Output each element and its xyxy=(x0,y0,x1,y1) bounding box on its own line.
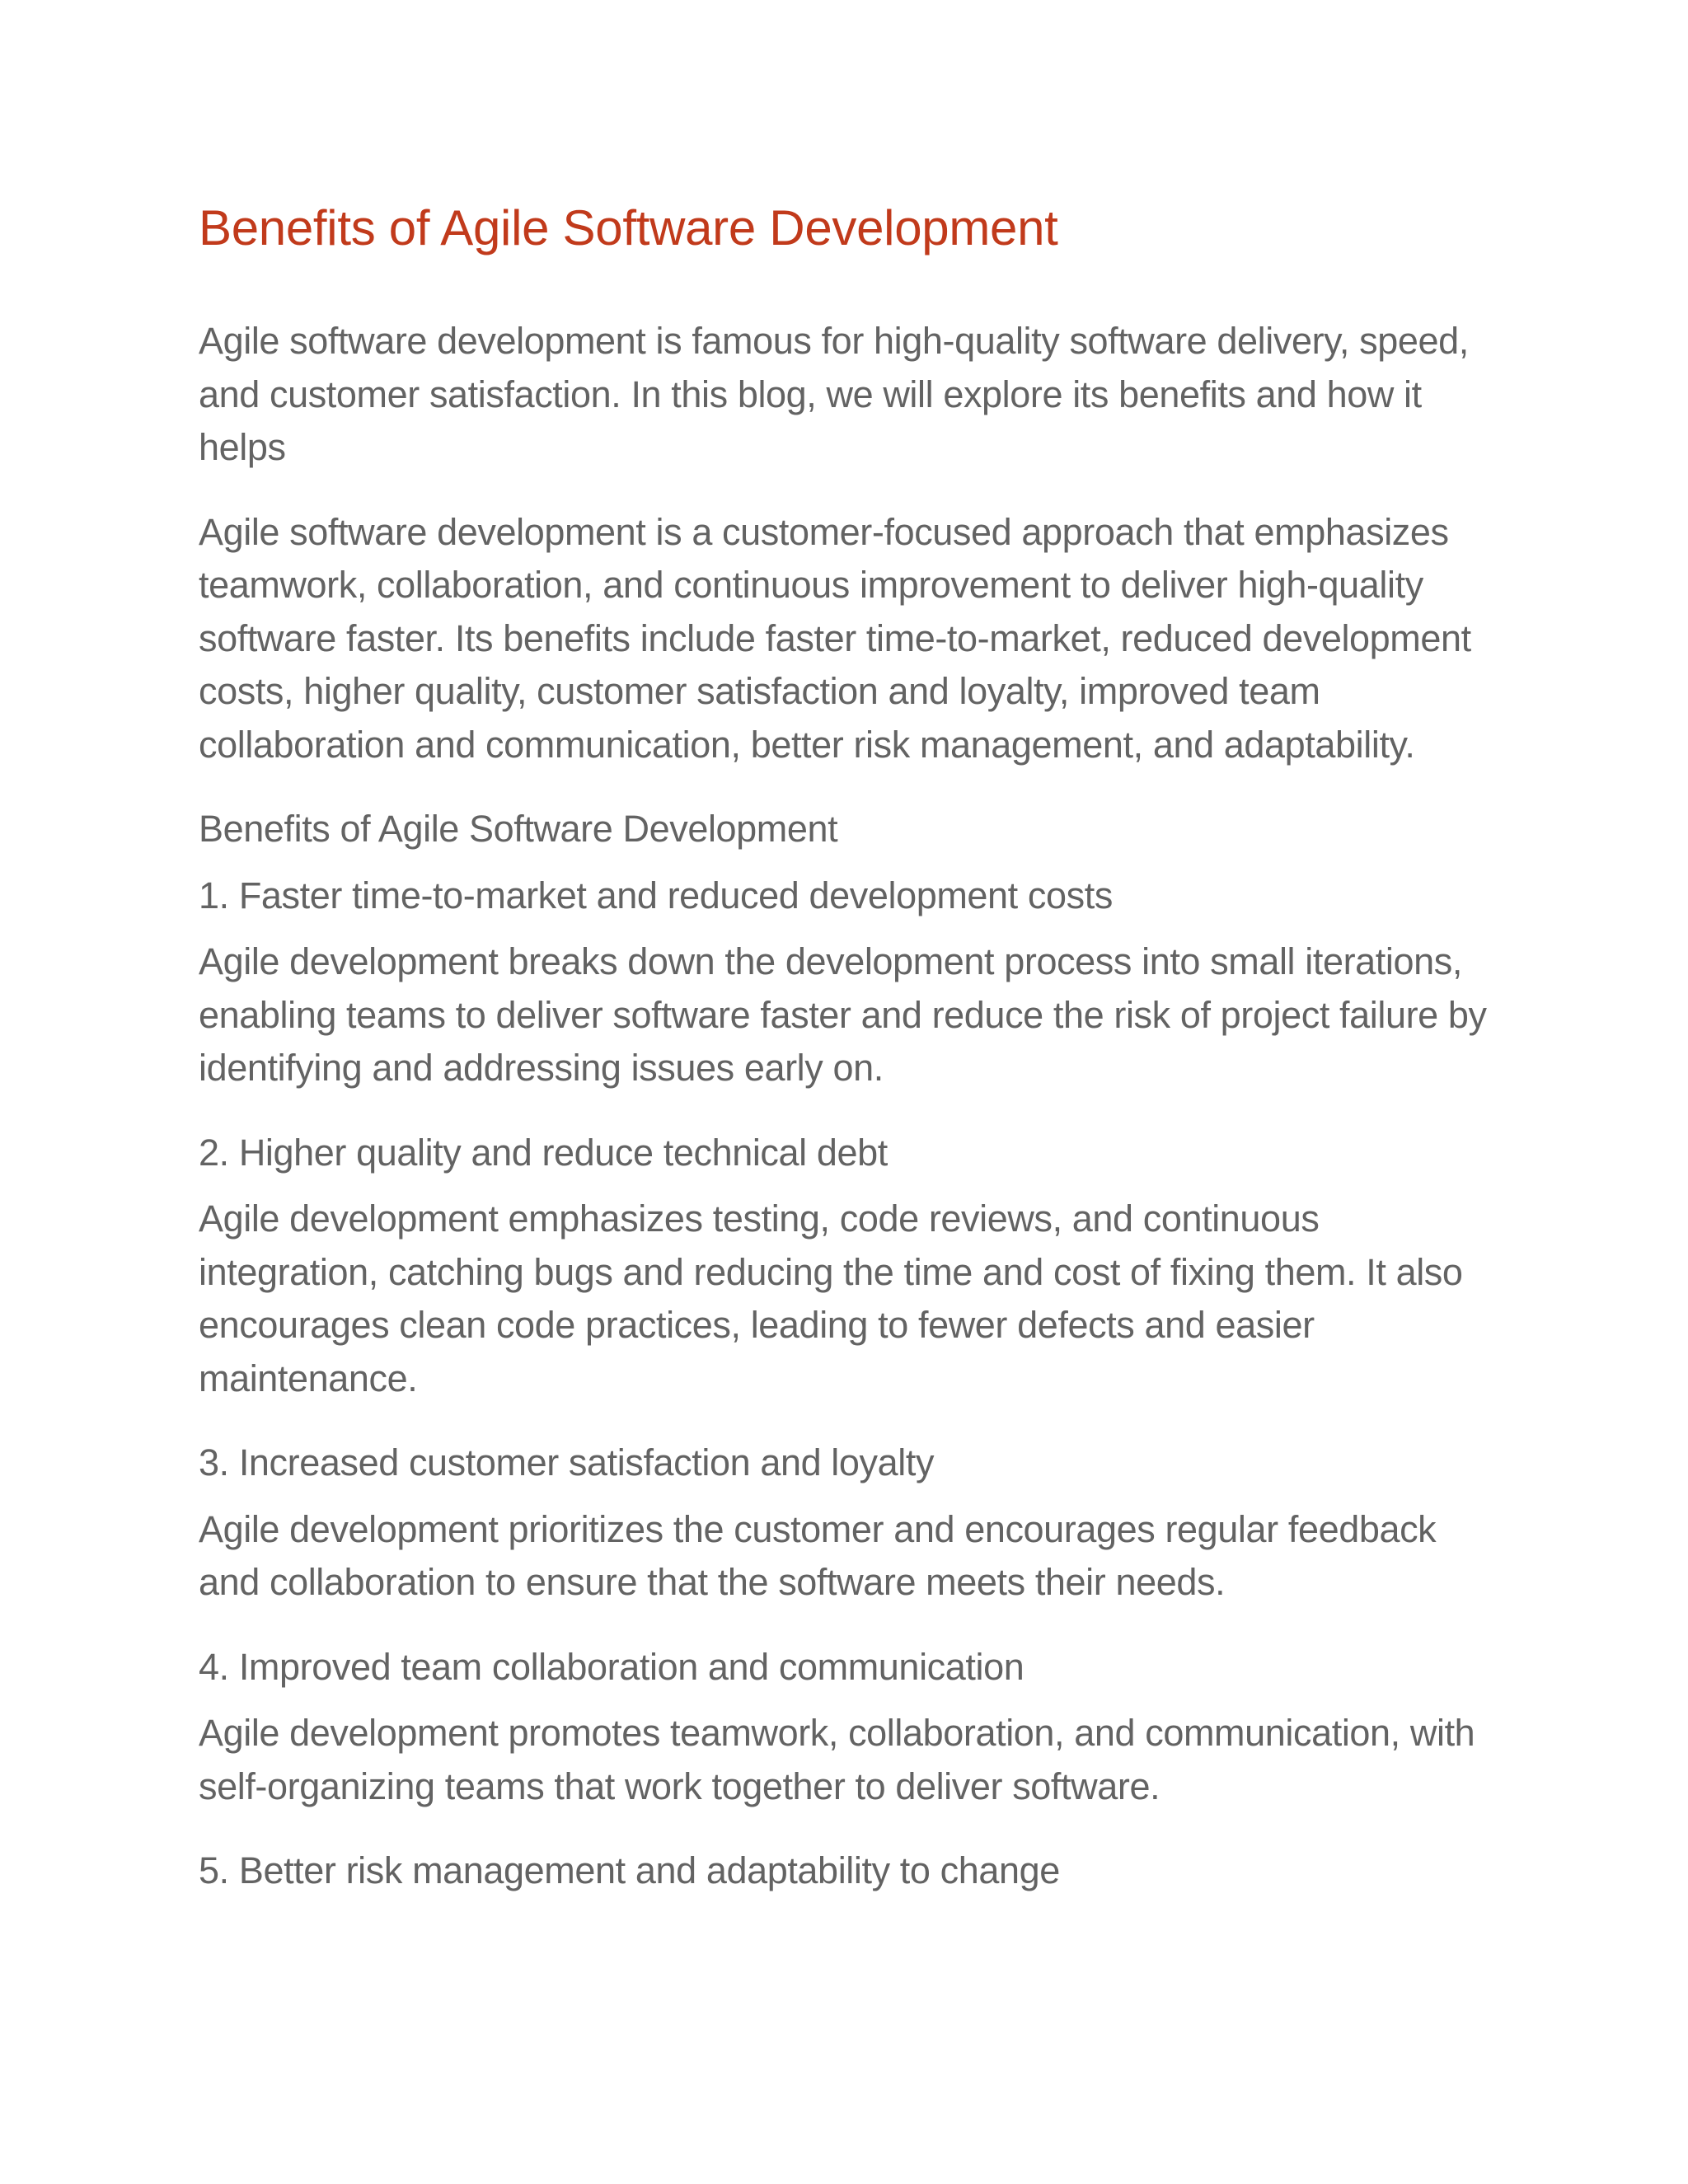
article-content xyxy=(199,195,1501,1898)
intro-paragraph: Agile software development is famous for high-quality software delivery, speed, and customer satisfaction. In this blog, we will explore its benefits and how it helps xyxy=(199,320,1469,468)
benefit-body-4: Agile development promotes teamwork, collaboration, and communication, with self-organizing teams that work together to deliver software. xyxy=(199,1712,1475,1807)
benefit-body-3: Agile development prioritizes the customer and encourages regular feedback and collaboration to ensure that the software meets their needs. xyxy=(199,1507,1437,1603)
benefit-heading-2: 2. Higher quality and reduce technical debt xyxy=(199,1131,888,1174)
benefit-body-2: Agile development emphasizes testing, code reviews, and continuous integration, catching bugs and reducing the time and cost of fixing them. It also encourages clean code practices, leading to fewer defects and easier maintenance. xyxy=(199,1197,1463,1399)
benefit-body-1: Agile development breaks down the development process into small iterations, enabling teams to deliver software faster and reduce the risk of project failure by identifying and addressing issues early on. xyxy=(199,940,1487,1089)
benefit-heading-1: 1. Faster time-to-market and reduced development costs xyxy=(199,874,1113,916)
section-heading: Benefits of Agile Software Development xyxy=(199,808,838,850)
benefit-heading-5: 5. Better risk management and adaptability to change xyxy=(199,1849,1060,1891)
page-title: Benefits of Agile Software Development xyxy=(199,200,1058,255)
benefit-heading-4: 4. Improved team collaboration and communication xyxy=(199,1645,1025,1688)
benefit-heading-3: 3. Increased customer satisfaction and loyalty xyxy=(199,1441,935,1483)
summary-paragraph: Agile software development is a customer-focused approach that emphasizes teamwork, collaboration, and continuous improvement to deliver high-quality software faster. Its benefits include faster time-to-market, reduced development costs, higher quality, customer satisfaction and loyalty, improved team collaboration and communication, better risk management, and adaptability. xyxy=(199,510,1471,766)
